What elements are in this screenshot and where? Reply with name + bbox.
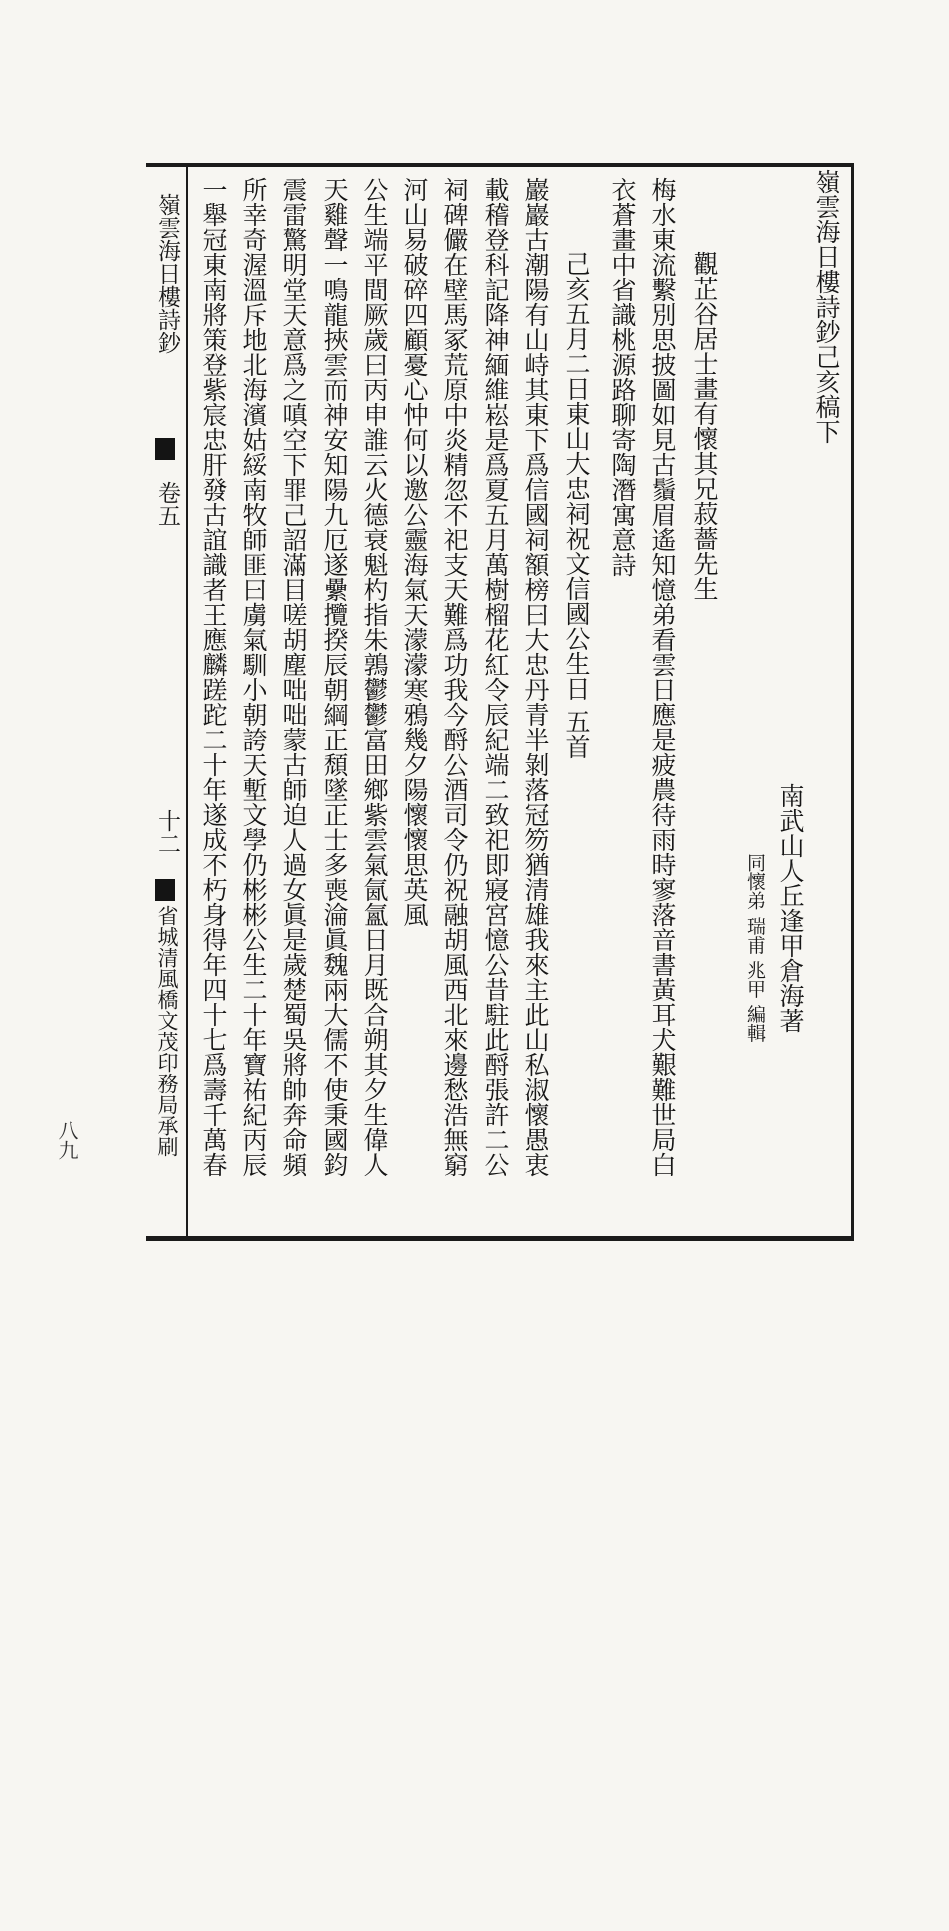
poem-line: 所幸奇渥溫斥地北海濱姑綏南牧師匪曰虜氣馴小朝誇天塹文學仍彬彬公生二十年寶祐紀丙辰 [239, 177, 268, 1177]
poem-line: 公生端平間厥歲曰丙申誰云火德衰魁杓指朱鶉鬱鬱富田鄉紫雲氣氤氳日月既合朔其夕生偉人 [360, 177, 389, 1177]
editor-line: 同懷弟 瑞甫 兆甲 編輯 [744, 853, 766, 1043]
author-line: 南武山人丘逢甲倉海著 [776, 783, 805, 1033]
poem-line: 祠碑儼在壁馬冢荒原中炎精忽不祀支天難爲功我今酹公酒司令仍祝融胡風西北來邊愁浩無窮 [440, 177, 469, 1177]
left-margin-band [146, 163, 188, 1241]
fishtail-mark [155, 879, 175, 901]
margin-title: 嶺雲海日樓詩鈔 [154, 193, 180, 354]
poem-line: 一舉冠東南將策登紫宸忠肝發古誼識者王應麟蹉跎二十年遂成不朽身得年四十七爲壽千萬春 [199, 177, 228, 1177]
page-frame [146, 163, 854, 1241]
poem-line: 載稽登科記降神緬維崧是爲夏五月萬樹榴花紅令辰紀端二致祀即寢宮憶公昔駐此酹張許二公 [481, 177, 510, 1177]
top-rule [146, 163, 854, 167]
margin-publisher: 省城清風橋文茂印務局承刷 [155, 905, 179, 1157]
poem-line: 衣蒼畫中省識桃源路聊寄陶潛寓意詩 [608, 177, 637, 577]
poem-title-1: 觀芷谷居士畫有懷其兄菽薔先生 [690, 251, 719, 601]
right-rule [851, 163, 854, 1241]
poem-line: 梅水東流繫別思披圖如見古鬚眉遙知憶弟看雲日應是疲農待雨時寥落音書黃耳犬艱難世局白 [648, 177, 677, 1177]
margin-leaf-number: 十二 [154, 809, 180, 855]
header-title: 嶺雲海日樓詩鈔己亥稿下 [812, 169, 841, 444]
page-number: 八九 [55, 1120, 79, 1160]
poem-title-2: 己亥五月二日東山大忠祠祝文信國公生日 五首 [562, 251, 591, 759]
fishtail-mark [155, 438, 175, 460]
poem-line: 天雞聲一鳴龍挾雲而神安知陽九厄遂纍攬揆辰朝綱正頹墜正士多喪淪眞魏兩大儒不使秉國鈞 [320, 177, 349, 1177]
margin-volume: 卷五 [154, 481, 180, 527]
poem-line: 河山易破碎四顧憂心忡何以邀公靈海氣天濛濛寒鴉幾夕陽懷懷思英風 [400, 177, 429, 927]
poem-line: 震雷驚明堂天意爲之嗔空下罪己詔滿目嗟胡塵咄咄蒙古師迫人過女眞是歲楚蜀吳將帥奔命頻 [279, 177, 308, 1177]
poem-line: 巖巖古潮陽有山峙其東下爲信國祠額榜曰大忠丹青半剝落冠笏猶清雄我來主此山私淑懷愚衷 [521, 177, 550, 1177]
